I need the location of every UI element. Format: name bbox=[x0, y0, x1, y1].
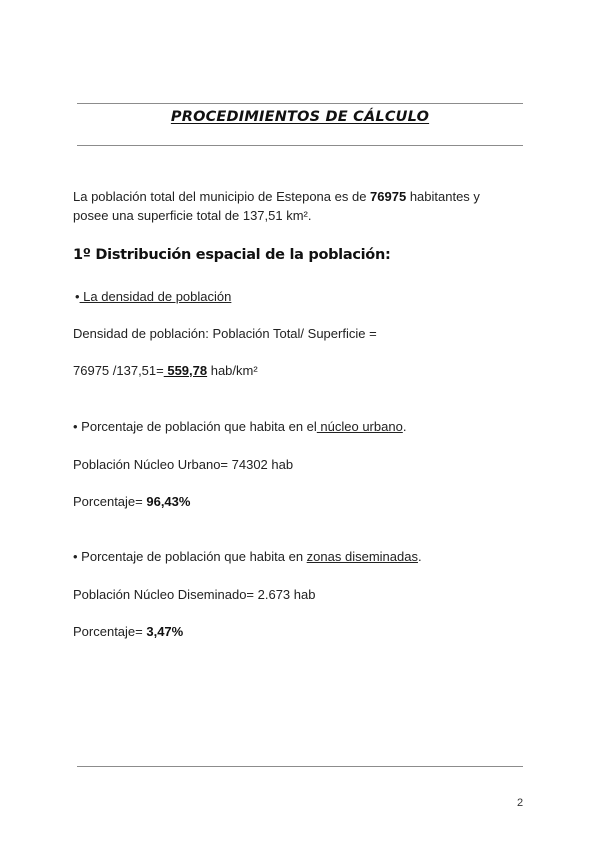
page-number: 2 bbox=[517, 797, 524, 809]
disseminated-text: • Porcentaje de población que habita en bbox=[73, 549, 307, 564]
density-unit: hab/km² bbox=[207, 363, 258, 378]
urban-percent-value: 96,43% bbox=[146, 494, 191, 509]
footer-divider bbox=[77, 766, 523, 767]
urban-bullet-item bbox=[73, 418, 406, 436]
density-calc-expression: 76975 /137,51= bbox=[73, 363, 164, 378]
intro-text-end: habitantes y bbox=[406, 189, 480, 204]
urban-population: Población Núcleo Urbano= 74302 hab bbox=[73, 457, 294, 472]
section-heading: 1º Distribución espacial de la población: bbox=[73, 247, 391, 263]
intro-line-1 bbox=[73, 188, 480, 206]
bullet: • bbox=[75, 289, 80, 304]
density-value: 559,78 bbox=[163, 363, 208, 378]
density-bullet-item bbox=[75, 288, 231, 306]
urban-period: . bbox=[402, 419, 407, 434]
density-label: La densidad de población bbox=[79, 289, 232, 304]
disseminated-percent-value: 3,47% bbox=[146, 624, 184, 639]
page-title: PROCEDIMIENTOS DE CÁLCULO bbox=[170, 109, 430, 125]
disseminated-link: zonas diseminadas bbox=[306, 549, 418, 564]
title-divider bbox=[77, 145, 523, 146]
urban-link: núcleo urbano bbox=[316, 419, 403, 434]
top-divider bbox=[77, 103, 523, 104]
urban-percentage bbox=[73, 493, 190, 511]
density-formula: Densidad de población: Población Total/ Superficie = bbox=[73, 326, 377, 341]
disseminated-period: . bbox=[417, 549, 422, 564]
disseminated-percentage bbox=[73, 623, 183, 641]
urban-percent-label: Porcentaje= bbox=[73, 494, 147, 509]
disseminated-population: Población Núcleo Diseminado= 2.673 hab bbox=[73, 587, 316, 602]
disseminated-bullet-item bbox=[73, 548, 422, 566]
urban-text: • Porcentaje de población que habita en el bbox=[73, 419, 317, 434]
population-total: 76975 bbox=[370, 189, 407, 204]
intro-line-2: posee una superficie total de 137,51 km². bbox=[73, 208, 312, 223]
density-calculation bbox=[73, 362, 258, 380]
disseminated-percent-label: Porcentaje= bbox=[73, 624, 147, 639]
intro-text: La población total del municipio de Estepona es de bbox=[73, 189, 371, 204]
